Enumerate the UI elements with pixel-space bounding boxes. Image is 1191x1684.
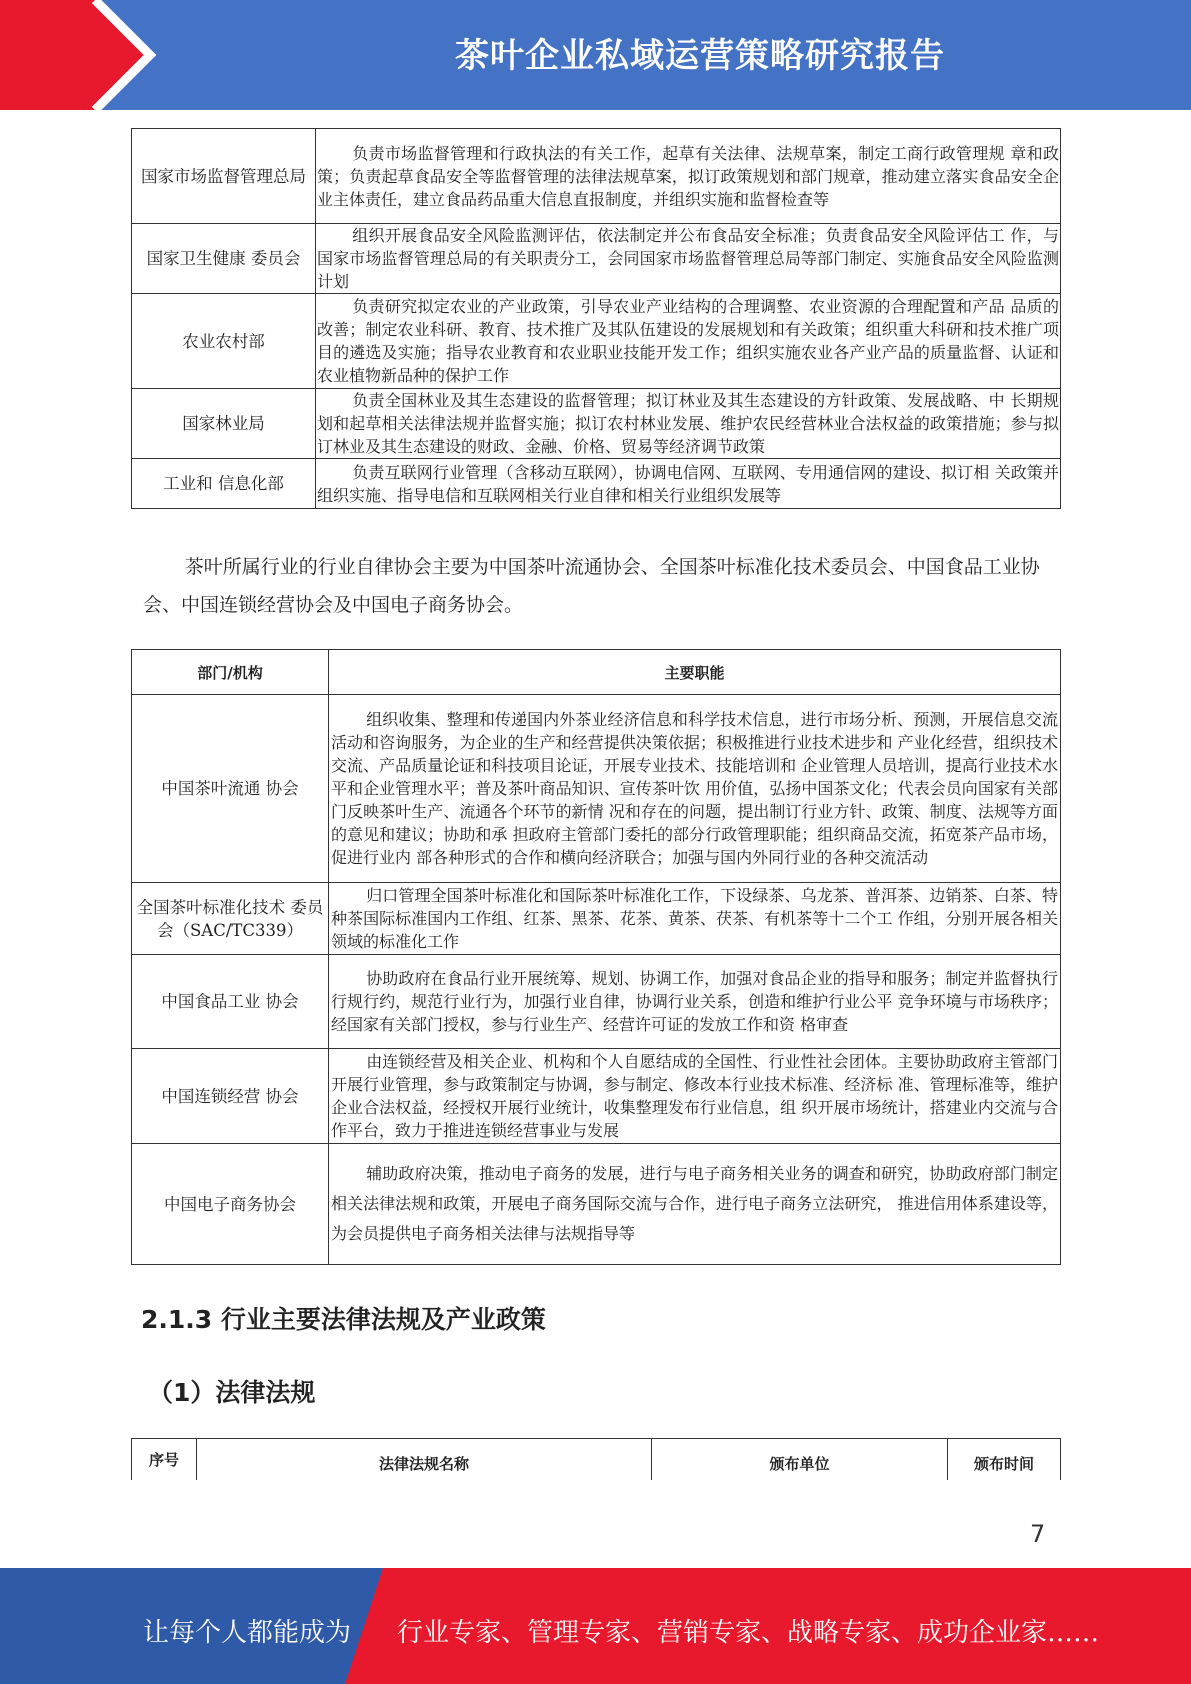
table-row xyxy=(132,389,1061,459)
report-title: 茶叶企业私域运营策略研究报告 xyxy=(455,36,945,76)
org-duty: 组织收集、整理和传递国内外茶业经济信息和科学技术信息，进行市场分析、预测，开展信息交流活动和咨询服务，为企业的生产和经营提供决策依据；积极推进行业技术进步和 产业化经营，组织技术交流、产品质量论证和科技项目论证，开展专业技术、技能培训和 企业管理人员培训，提高行业技术水平和企业管理水平；普及茶叶商品知识、宣传茶叶饮 用价值，弘扬中国茶文化；代表会员向国家有关部门反映茶叶生产、流通各个环节的新情 况和存在的问题，提出制订行业方针、政策、制度、法规等方面的意见和建议；协助和承 担政府主管部门委托的部分行政管理职能；组织商品交流，拓宽茶产品市场，促进行业内 部各种形式的合作和横向经济联合；加强与国内外同行业的各种交流活动 xyxy=(329,695,1061,883)
org-name: 农业农村部 xyxy=(132,294,316,389)
org-name: 工业和 信息化部 xyxy=(132,459,316,509)
column-header-org: 部门/机构 xyxy=(132,650,329,695)
table-row xyxy=(132,294,1061,389)
column-header-law-name: 法律法规名称 xyxy=(197,1439,652,1489)
org-name: 中国食品工业 协会 xyxy=(132,955,329,1049)
table-row xyxy=(132,955,1061,1049)
org-name: 国家林业局 xyxy=(132,389,316,459)
org-name: 中国电子商务协会 xyxy=(132,1144,329,1265)
org-duty: 由连锁经营及相关企业、机构和个人自愿结成的全国性、行业性社会团体。主要协助政府主管部门开展行业管理，参与政策制定与协调，参与制定、修改本行业技术标准、经济标 准、管理标准等，维护企业合法权益，经授权开展行业统计，收集整理发布行业信息，组 织开展市场统计，搭建业内交流与合作平台，致力于推进连锁经营事业与发展 xyxy=(329,1049,1061,1144)
table-row xyxy=(132,129,1061,224)
body-paragraph: 茶叶所属行业的行业自律协会主要为中国茶叶流通协会、全国茶叶标准化技术委员会、中国食品工业协会、中国连锁经营协会及中国电子商务协会。 xyxy=(143,556,1040,616)
footer-slogan-right: 行业专家、管理专家、营销专家、战略专家、成功企业家…… xyxy=(397,1618,1100,1648)
org-duty: 归口管理全国茶叶标准化和国际茶叶标准化工作，下设绿茶、乌龙茶、普洱茶、边销茶、白茶、特种茶国际标准国内工作组、红茶、黑茶、花茶、黄茶、茯茶、有机茶等十二个工 作组，分别开展各相关领域的标准化工作 xyxy=(329,883,1061,955)
column-header-index: 序号 xyxy=(132,1439,197,1489)
org-duty: 负责研究拟定农业的产业政策，引导农业产业结构的合理调整、农业资源的合理配置和产品 品质的改善；制定农业科研、教育、技术推广及其队伍建设的发展规划和有关政策；组织重大科研和技术推广项目的遴选及实施；指导农业教育和农业职业技能开发工作；组织实施农业各产业产品的质量监督、认证和农业植物新品种的保护工作 xyxy=(316,294,1061,389)
column-header-issuer: 颁布单位 xyxy=(652,1439,948,1489)
org-duty: 负责全国林业及其生态建设的监督管理；拟订林业及其生态建设的方针政策、发展战略、中 长期规划和起草相关法律法规并监督实施；拟订农村林业发展、维护农民经营林业合法权益的政策措施；参与拟订林业及其生态建设的财政、金融、价格、贸易等经济调节政策 xyxy=(316,389,1061,459)
org-duty: 辅助政府决策，推动电子商务的发展，进行与电子商务相关业务的调查和研究，协助政府部门制定相关法律法规和政策，开展电子商务国际交流与合作，进行电子商务立法研究， 推进信用体系建设等，为会员提供电子商务相关法律与法规指导等 xyxy=(329,1144,1061,1265)
org-name: 全国茶叶标准化技术 委员会（SAC/TC339） xyxy=(132,883,329,955)
org-duty: 协助政府在食品行业开展统筹、规划、协调工作，加强对食品企业的指导和服务；制定并监督执行行规行约，规范行业行为，加强行业自律，协调行业关系，创造和维护行业公平 竞争环境与市场秩序；经国家有关部门授权，参与行业生产、经营许可证的发放工作和资 格审查 xyxy=(329,955,1061,1049)
footer-slogan-left: 让每个人都能成为 xyxy=(143,1618,352,1648)
regulator-table xyxy=(131,128,1061,509)
table-row xyxy=(132,1049,1061,1144)
association-table xyxy=(131,649,1061,1265)
org-name: 国家市场监督管理总局 xyxy=(132,129,316,224)
page-number: 7 xyxy=(1030,1520,1046,1548)
section-heading: 2.1.3 行业主要法律法规及产业政策 xyxy=(141,1305,546,1334)
subsection-heading: （1）法律法规 xyxy=(148,1378,316,1407)
org-name: 国家卫生健康 委员会 xyxy=(132,224,316,294)
org-name: 中国茶叶流通 协会 xyxy=(132,695,329,883)
org-duty: 组织开展食品安全风险监测评估，依法制定并公布食品安全标准；负责食品安全风险评估工 作，与国家市场监督管理总局的有关职责分工，会同国家市场监督管理总局等部门制定、实施食品安全风险监测计划 xyxy=(316,224,1061,294)
table-row xyxy=(132,695,1061,883)
column-header-date: 颁布时间 xyxy=(948,1439,1061,1489)
page-bottom-margin xyxy=(0,1480,1191,1568)
table-row xyxy=(132,224,1061,294)
org-name: 中国连锁经营 协会 xyxy=(132,1049,329,1144)
column-header-duty: 主要职能 xyxy=(329,650,1061,695)
page-header xyxy=(0,0,1191,110)
table-row xyxy=(132,883,1061,955)
page-footer xyxy=(0,1568,1191,1684)
table-row xyxy=(132,459,1061,509)
org-duty: 负责市场监督管理和行政执法的有关工作，起草有关法律、法规草案，制定工商行政管理规 章和政策；负责起草食品安全等监督管理的法律法规草案，拟订政策规划和部门规章，推动建立落实食品安全企业主体责任，建立食品药品重大信息直报制度，并组织实施和监督检查等 xyxy=(316,129,1061,224)
table-header-row xyxy=(132,650,1061,695)
org-duty: 负责互联网行业管理（含移动互联网），协调电信网、互联网、专用通信网的建设、拟订相 关政策并组织实施、指导电信和互联网相关行业自律和相关行业组织发展等 xyxy=(316,459,1061,509)
table-row xyxy=(132,1144,1061,1265)
